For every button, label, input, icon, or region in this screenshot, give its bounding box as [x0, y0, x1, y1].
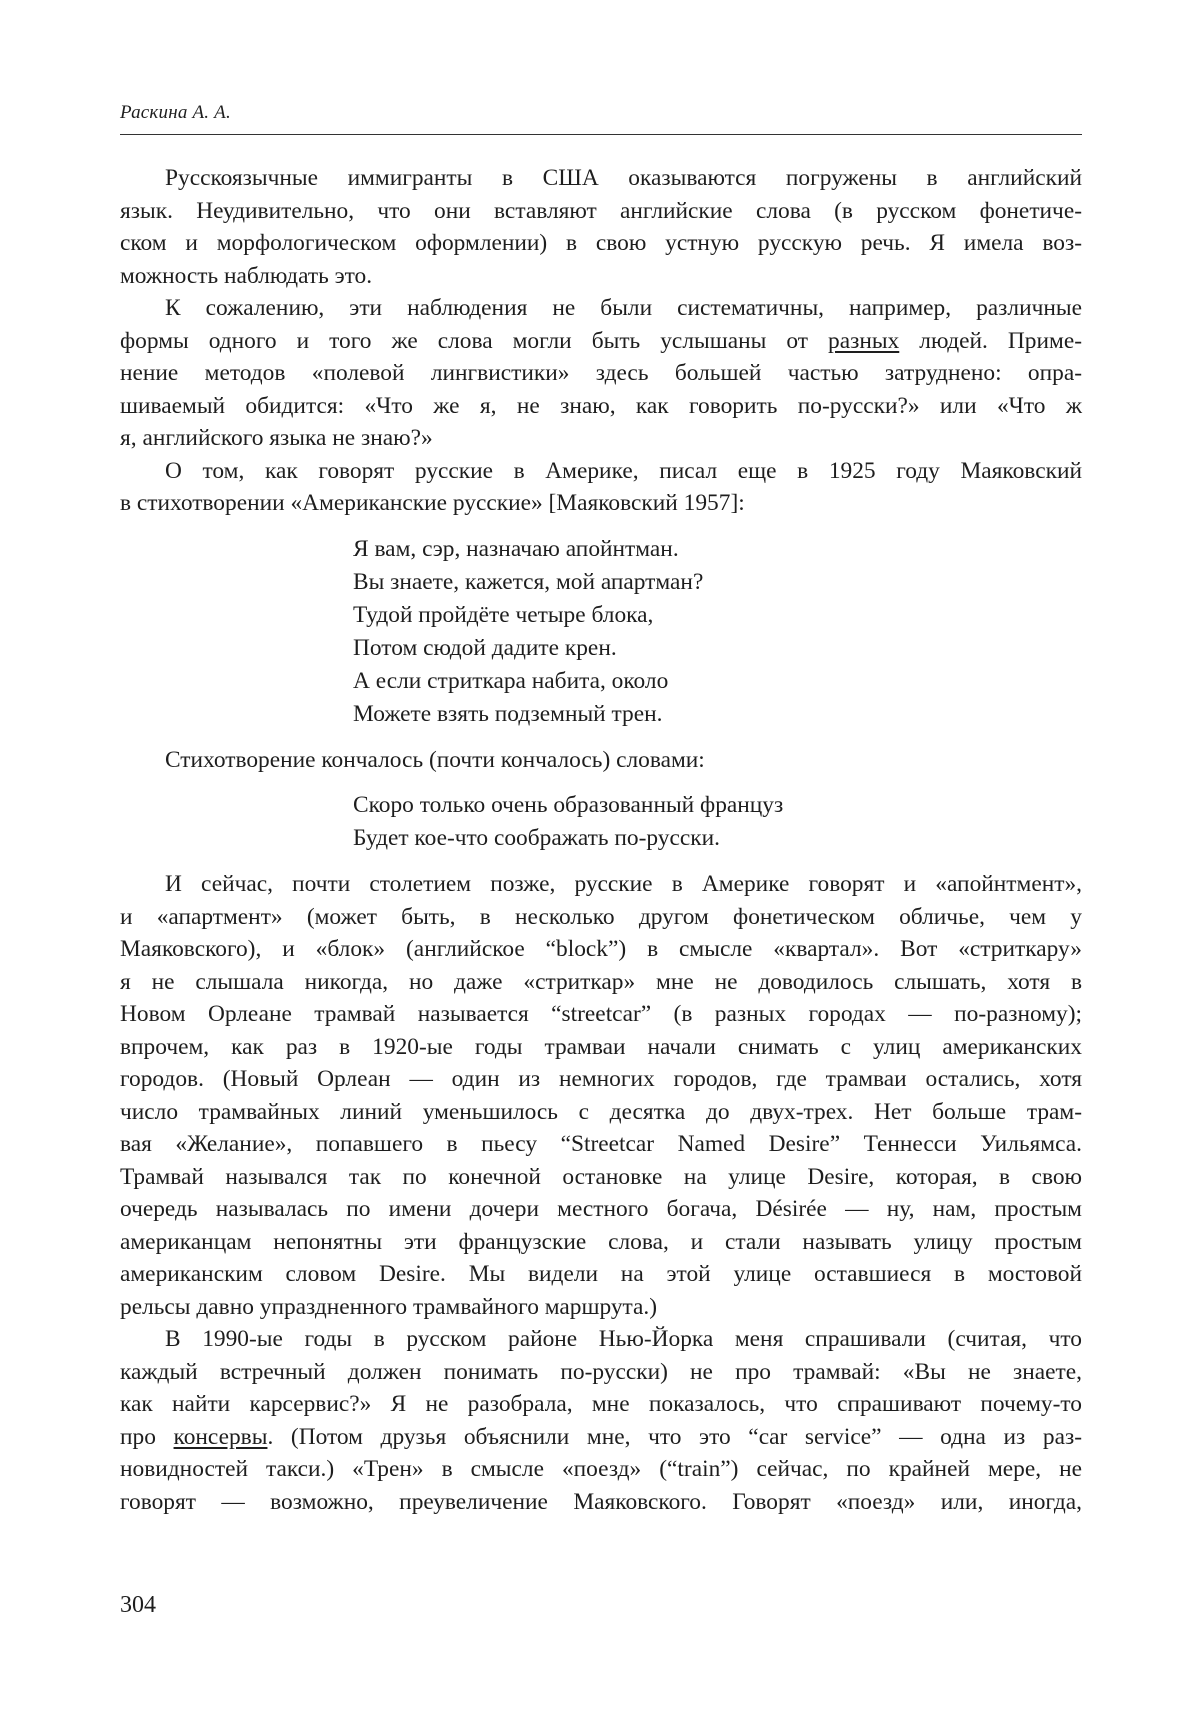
text-line: Маяковского), и «блок» (английское “block”) в смысле «квартал». Вот «стриткару» — [120, 936, 1082, 962]
text-line: рельсы давно упраздненного трамвайного маршрута.) — [120, 1293, 658, 1320]
poem-verse: Скоро только очень образованный француз — [353, 792, 784, 818]
poem-verse: Тудой пройдёте четыре блока, — [353, 601, 654, 628]
paragraph-4 — [120, 744, 1082, 777]
text-line: Трамвай назывался так по конечной остановке на улице Desire, которая, в свою — [120, 1163, 1082, 1190]
text-run: . (Потом друзья объяснили мне, что это “car service” — одна из раз- — [267, 1423, 1082, 1450]
paragraph-5 — [120, 868, 1082, 1323]
text-line: число трамвайных линий уменьшилось с десятка до двух-трех. Нет больше трам- — [120, 1098, 1082, 1125]
text-line: Новом Орлеане трамвай называется “streetcar” (в разных городах — по-разному); — [120, 1001, 1082, 1027]
text-line: я не слышала никогда, но даже «стриткар» мне не доводилось слышать, хотя в — [120, 968, 1082, 995]
body-text — [120, 162, 1082, 1518]
text-line: шиваемый обидится: «Что же я, не знаю, как говорить по-русски?» или «Что ж — [120, 392, 1082, 419]
text-line: впрочем, как раз в 1920-ые годы трамваи начали снимать с улиц американских — [120, 1033, 1082, 1060]
text-line: городов. (Новый Орлеан — один из немногих городов, где трамваи остались, хотя — [120, 1066, 1082, 1092]
poem-excerpt-2 — [353, 789, 1082, 855]
text-line: как найти карсервис?» Я не разобрала, мне показалось, что спрашивают почему-то — [120, 1391, 1082, 1417]
poem-verse: Можете взять подземный трен. — [353, 700, 663, 727]
text-run: людей. Приме- — [919, 327, 1082, 354]
text-line: В 1990-ые годы в русском районе Нью-Йорка меня спрашивали (считая, что — [165, 1326, 1082, 1352]
text-line: я, английского языка не знаю?» — [120, 425, 433, 451]
text-line: вая «Желание», попавшего в пьесу “Streetcar Named Desire” Теннесси Уильямса. — [120, 1131, 1082, 1157]
poem-excerpt-1 — [353, 533, 1082, 731]
text-line: в стихотворении «Американские русские» [Маяковский 1957]: — [120, 490, 745, 516]
paragraph-3 — [120, 455, 1082, 520]
poem-verse: Потом сюдой дадите крен. — [353, 634, 617, 661]
text-run: формы одного и того же слова могли быть услышаны от — [120, 327, 808, 354]
text-line: можность наблюдать это. — [120, 262, 373, 289]
text-line: язык. Неудивительно, что они вставляют английские слова (в русском фонетиче- — [120, 197, 1082, 224]
text-line: американцам непонятны эти французские слова, и стали называть улицу простым — [120, 1228, 1082, 1255]
text-line: К сожалению, эти наблюдения не были систематичны, например, различные — [165, 295, 1082, 321]
poem-verse: А если стриткара набита, около — [353, 667, 669, 694]
text-line: говорят — возможно, преувеличение Маяковского. Говорят «поезд» или, иногда, — [120, 1488, 1082, 1515]
header-rule — [120, 134, 1082, 135]
text-line: Стихотворение кончалось (почти кончалось) словами: — [165, 746, 705, 773]
text-line — [120, 1421, 1082, 1454]
text-line: нение методов «полевой лингвистики» здесь большей частью затруднено: опра- — [120, 360, 1082, 386]
running-header-author: Раскина А. А. — [120, 102, 231, 123]
text-line: ском и морфологическом оформлении) в свою устную русскую речь. Я имела воз- — [120, 230, 1082, 256]
text-line: американским словом Desire. Мы видели на этой улице оставшиеся в мостовой — [120, 1261, 1082, 1287]
text-line: и «апартмент» (может быть, в несколько другом фонетическом обличье, чем у — [120, 903, 1082, 930]
paragraph-1 — [120, 162, 1082, 292]
text-run: про — [120, 1423, 156, 1450]
text-line: очередь называлась по имени дочери местного богача, Désirée — ну, нам, простым — [120, 1196, 1082, 1222]
poem-verse: Вы знаете, кажется, мой апартман? — [353, 568, 704, 595]
text-line — [120, 325, 1082, 358]
paragraph-6 — [120, 1323, 1082, 1518]
poem-verse: Я вам, сэр, назначаю апойнтман. — [353, 535, 679, 562]
underlined-word: консервы — [173, 1423, 268, 1450]
poem-verse: Будет кое-что соображать по-русски. — [353, 825, 720, 851]
text-line: новидностей такси.) «Трен» в смысле «поезд» (“train”) сейчас, по крайней мере, не — [120, 1456, 1082, 1482]
text-line: каждый встречный должен понимать по-русски) не про трамвай: «Вы не знаете, — [120, 1358, 1082, 1385]
paragraph-2 — [120, 292, 1082, 455]
page-number: 304 — [120, 1592, 156, 1618]
underlined-word: разных — [828, 327, 900, 354]
text-line: И сейчас, почти столетием позже, русские в Америке говорят и «апойнтмент», — [165, 871, 1082, 897]
text-line: О том, как говорят русские в Америке, писал еще в 1925 году Маяковский — [165, 457, 1082, 484]
text-line: Русскоязычные иммигранты в США оказываются погружены в английский — [165, 165, 1082, 191]
